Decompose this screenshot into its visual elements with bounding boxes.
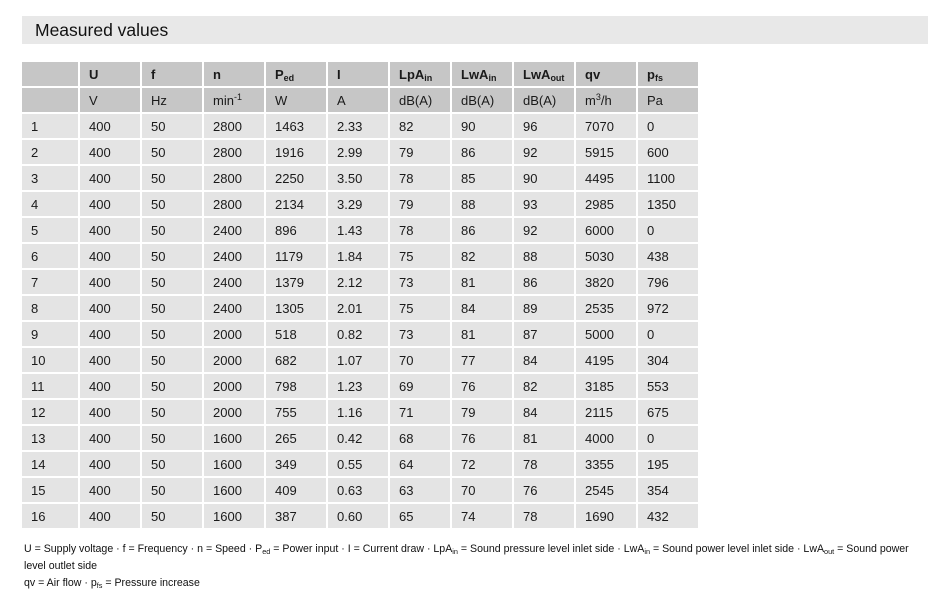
row-number-cell: 9 bbox=[22, 322, 78, 346]
table-cell-current-draw: 3.50 bbox=[328, 166, 388, 190]
table-cell-air-flow: 5030 bbox=[576, 244, 636, 268]
table-cell-frequency: 50 bbox=[142, 166, 202, 190]
table-row bbox=[22, 374, 698, 398]
page-title: Measured values bbox=[35, 19, 169, 40]
table-cell-speed: 2800 bbox=[204, 192, 264, 216]
unit-row bbox=[22, 88, 698, 112]
table-row bbox=[22, 348, 698, 372]
table-cell-power-input: 1916 bbox=[266, 140, 326, 164]
table-cell-current-draw: 2.01 bbox=[328, 296, 388, 320]
table-cell-current-draw: 1.23 bbox=[328, 374, 388, 398]
table-cell-lpa-inlet: 78 bbox=[390, 218, 450, 242]
table-cell-air-flow: 5000 bbox=[576, 322, 636, 346]
table-cell-pressure-increase: 354 bbox=[638, 478, 698, 502]
table-cell-lpa-inlet: 78 bbox=[390, 166, 450, 190]
table-cell-lwa-outlet: 90 bbox=[514, 166, 574, 190]
table-cell-power-input: 387 bbox=[266, 504, 326, 528]
table-cell-power-input: 265 bbox=[266, 426, 326, 450]
column-unit-supply-voltage: V bbox=[80, 88, 140, 112]
row-number-cell: 7 bbox=[22, 270, 78, 294]
table-cell-frequency: 50 bbox=[142, 244, 202, 268]
table-cell-lwa-outlet: 84 bbox=[514, 348, 574, 372]
column-unit-frequency: Hz bbox=[142, 88, 202, 112]
table-cell-pressure-increase: 0 bbox=[638, 218, 698, 242]
table-cell-frequency: 50 bbox=[142, 114, 202, 138]
table-cell-frequency: 50 bbox=[142, 140, 202, 164]
column-unit-row-number bbox=[22, 88, 78, 112]
table-cell-power-input: 798 bbox=[266, 374, 326, 398]
table-cell-lwa-inlet: 81 bbox=[452, 270, 512, 294]
table-row bbox=[22, 296, 698, 320]
row-number-cell: 14 bbox=[22, 452, 78, 476]
table-cell-lwa-inlet: 77 bbox=[452, 348, 512, 372]
footnote-line-2: qv = Air flow · $p_{fs}$ = Pressure increase bbox=[24, 577, 200, 591]
column-unit-speed: $\min^{-1}$ bbox=[204, 88, 264, 112]
column-header-speed: n bbox=[204, 62, 264, 86]
table-cell-lwa-inlet: 85 bbox=[452, 166, 512, 190]
column-header-air-flow: qv bbox=[576, 62, 636, 86]
table-cell-lwa-outlet: 84 bbox=[514, 400, 574, 424]
table-cell-lwa-inlet: 84 bbox=[452, 296, 512, 320]
table-cell-lpa-inlet: 79 bbox=[390, 192, 450, 216]
table-cell-power-input: 2134 bbox=[266, 192, 326, 216]
table-cell-lpa-inlet: 71 bbox=[390, 400, 450, 424]
table-cell-air-flow: 4000 bbox=[576, 426, 636, 450]
table-row bbox=[22, 270, 698, 294]
table-cell-lpa-inlet: 68 bbox=[390, 426, 450, 450]
table-cell-pressure-increase: 972 bbox=[638, 296, 698, 320]
table-cell-supply-voltage: 400 bbox=[80, 114, 140, 138]
footnote-line-1: U = Supply voltage · f = Frequency · n = Speed · $P_{ed}$ = Power input · I = Current draw · LpA$_{in}$ = Sound pressure level inlet side · LwA$_{in}$ = Sound power level inlet side · LwA$_{out}$ = Sound power level outlet side bbox=[24, 543, 909, 572]
table-cell-supply-voltage: 400 bbox=[80, 374, 140, 398]
table-cell-lwa-inlet: 79 bbox=[452, 400, 512, 424]
table-cell-frequency: 50 bbox=[142, 426, 202, 450]
table-cell-speed: 2400 bbox=[204, 244, 264, 268]
row-number-cell: 10 bbox=[22, 348, 78, 372]
table-cell-lwa-outlet: 76 bbox=[514, 478, 574, 502]
table-cell-speed: 2800 bbox=[204, 114, 264, 138]
table-cell-current-draw: 2.33 bbox=[328, 114, 388, 138]
table-cell-lpa-inlet: 73 bbox=[390, 270, 450, 294]
column-header-lwa-outlet: LwA$_{out}$ bbox=[514, 62, 574, 86]
table-cell-speed: 1600 bbox=[204, 426, 264, 450]
table-cell-lwa-inlet: 90 bbox=[452, 114, 512, 138]
row-number-cell: 5 bbox=[22, 218, 78, 242]
table-cell-power-input: 755 bbox=[266, 400, 326, 424]
table-cell-air-flow: 5915 bbox=[576, 140, 636, 164]
table-cell-air-flow: 2545 bbox=[576, 478, 636, 502]
table-row bbox=[22, 244, 698, 268]
table-cell-power-input: 1305 bbox=[266, 296, 326, 320]
table-cell-speed: 2400 bbox=[204, 218, 264, 242]
table-cell-lwa-outlet: 87 bbox=[514, 322, 574, 346]
column-header-current-draw: I bbox=[328, 62, 388, 86]
measured-values-table bbox=[20, 60, 700, 530]
table-cell-pressure-increase: 0 bbox=[638, 426, 698, 450]
column-unit-power-input: W bbox=[266, 88, 326, 112]
table-cell-lpa-inlet: 75 bbox=[390, 296, 450, 320]
column-header-supply-voltage: U bbox=[80, 62, 140, 86]
table-row bbox=[22, 452, 698, 476]
table-cell-lwa-inlet: 81 bbox=[452, 322, 512, 346]
table-cell-air-flow: 4495 bbox=[576, 166, 636, 190]
table-cell-lwa-outlet: 88 bbox=[514, 244, 574, 268]
table-cell-pressure-increase: 195 bbox=[638, 452, 698, 476]
table-cell-lwa-inlet: 72 bbox=[452, 452, 512, 476]
table-cell-current-draw: 2.12 bbox=[328, 270, 388, 294]
table-cell-power-input: 1463 bbox=[266, 114, 326, 138]
column-unit-lwa-outlet: dB(A) bbox=[514, 88, 574, 112]
row-number-cell: 2 bbox=[22, 140, 78, 164]
table-cell-frequency: 50 bbox=[142, 296, 202, 320]
table-cell-lpa-inlet: 82 bbox=[390, 114, 450, 138]
table-row bbox=[22, 114, 698, 138]
table-cell-frequency: 50 bbox=[142, 348, 202, 372]
table-cell-pressure-increase: 432 bbox=[638, 504, 698, 528]
table-cell-power-input: 349 bbox=[266, 452, 326, 476]
table-cell-lwa-outlet: 96 bbox=[514, 114, 574, 138]
column-unit-current-draw: A bbox=[328, 88, 388, 112]
column-header-row-number bbox=[22, 62, 78, 86]
table-cell-current-draw: 1.16 bbox=[328, 400, 388, 424]
table-cell-lwa-inlet: 88 bbox=[452, 192, 512, 216]
table-cell-power-input: 1179 bbox=[266, 244, 326, 268]
table-cell-supply-voltage: 400 bbox=[80, 504, 140, 528]
row-number-cell: 15 bbox=[22, 478, 78, 502]
column-unit-pressure-increase: Pa bbox=[638, 88, 698, 112]
table-cell-air-flow: 4195 bbox=[576, 348, 636, 372]
table-cell-lwa-outlet: 78 bbox=[514, 504, 574, 528]
table-cell-air-flow: 7070 bbox=[576, 114, 636, 138]
table-cell-air-flow: 3820 bbox=[576, 270, 636, 294]
table-cell-supply-voltage: 400 bbox=[80, 348, 140, 372]
table-cell-lpa-inlet: 75 bbox=[390, 244, 450, 268]
table-row bbox=[22, 166, 698, 190]
table-cell-lwa-inlet: 82 bbox=[452, 244, 512, 268]
table-row bbox=[22, 192, 698, 216]
table-row bbox=[22, 322, 698, 346]
table-cell-supply-voltage: 400 bbox=[80, 452, 140, 476]
table-cell-pressure-increase: 600 bbox=[638, 140, 698, 164]
table-cell-speed: 2000 bbox=[204, 400, 264, 424]
column-unit-lpa-inlet: dB(A) bbox=[390, 88, 450, 112]
table-cell-current-draw: 1.43 bbox=[328, 218, 388, 242]
table-cell-lwa-outlet: 82 bbox=[514, 374, 574, 398]
row-number-cell: 16 bbox=[22, 504, 78, 528]
table-row bbox=[22, 400, 698, 424]
table-cell-lwa-inlet: 86 bbox=[452, 140, 512, 164]
row-number-cell: 1 bbox=[22, 114, 78, 138]
table-head bbox=[22, 62, 698, 112]
table-cell-current-draw: 0.60 bbox=[328, 504, 388, 528]
column-header-lpa-inlet: LpA$_{in}$ bbox=[390, 62, 450, 86]
table-cell-air-flow: 1690 bbox=[576, 504, 636, 528]
table-cell-speed: 2000 bbox=[204, 322, 264, 346]
table-cell-frequency: 50 bbox=[142, 218, 202, 242]
table-cell-lpa-inlet: 64 bbox=[390, 452, 450, 476]
table-cell-lwa-outlet: 86 bbox=[514, 270, 574, 294]
table-cell-supply-voltage: 400 bbox=[80, 244, 140, 268]
table-cell-air-flow: 2985 bbox=[576, 192, 636, 216]
table-cell-pressure-increase: 1100 bbox=[638, 166, 698, 190]
table-cell-supply-voltage: 400 bbox=[80, 218, 140, 242]
table-cell-current-draw: 2.99 bbox=[328, 140, 388, 164]
table-cell-current-draw: 0.82 bbox=[328, 322, 388, 346]
table-row bbox=[22, 426, 698, 450]
table-cell-lwa-outlet: 92 bbox=[514, 140, 574, 164]
table-cell-frequency: 50 bbox=[142, 270, 202, 294]
table-cell-speed: 2000 bbox=[204, 374, 264, 398]
table-cell-speed: 1600 bbox=[204, 452, 264, 476]
table-cell-supply-voltage: 400 bbox=[80, 166, 140, 190]
table-cell-pressure-increase: 553 bbox=[638, 374, 698, 398]
table-cell-current-draw: 1.84 bbox=[328, 244, 388, 268]
footnote bbox=[24, 541, 922, 592]
table-cell-supply-voltage: 400 bbox=[80, 270, 140, 294]
table-cell-lpa-inlet: 73 bbox=[390, 322, 450, 346]
table-cell-power-input: 409 bbox=[266, 478, 326, 502]
header-row bbox=[22, 62, 698, 86]
table-cell-air-flow: 3355 bbox=[576, 452, 636, 476]
table-cell-air-flow: 6000 bbox=[576, 218, 636, 242]
table-cell-frequency: 50 bbox=[142, 452, 202, 476]
table-cell-speed: 2800 bbox=[204, 166, 264, 190]
table-row bbox=[22, 218, 698, 242]
table-cell-lwa-inlet: 76 bbox=[452, 426, 512, 450]
row-number-cell: 11 bbox=[22, 374, 78, 398]
table-body bbox=[22, 114, 698, 528]
table-cell-lwa-inlet: 86 bbox=[452, 218, 512, 242]
table-cell-supply-voltage: 400 bbox=[80, 400, 140, 424]
section-title-bar bbox=[22, 16, 928, 44]
table-cell-frequency: 50 bbox=[142, 192, 202, 216]
table-cell-supply-voltage: 400 bbox=[80, 478, 140, 502]
table-row bbox=[22, 504, 698, 528]
column-header-frequency: f bbox=[142, 62, 202, 86]
table-cell-lwa-inlet: 76 bbox=[452, 374, 512, 398]
column-unit-lwa-inlet: dB(A) bbox=[452, 88, 512, 112]
table-cell-supply-voltage: 400 bbox=[80, 296, 140, 320]
table-cell-current-draw: 0.42 bbox=[328, 426, 388, 450]
table-cell-frequency: 50 bbox=[142, 478, 202, 502]
table-cell-lwa-outlet: 81 bbox=[514, 426, 574, 450]
table-cell-lpa-inlet: 65 bbox=[390, 504, 450, 528]
table-cell-pressure-increase: 796 bbox=[638, 270, 698, 294]
table-cell-pressure-increase: 304 bbox=[638, 348, 698, 372]
table-cell-speed: 1600 bbox=[204, 504, 264, 528]
row-number-cell: 8 bbox=[22, 296, 78, 320]
column-header-pressure-increase: $p_{fs}$ bbox=[638, 62, 698, 86]
table-cell-air-flow: 2115 bbox=[576, 400, 636, 424]
column-header-power-input: $P_{ed}$ bbox=[266, 62, 326, 86]
table-row bbox=[22, 140, 698, 164]
table-cell-power-input: 896 bbox=[266, 218, 326, 242]
table-cell-lpa-inlet: 69 bbox=[390, 374, 450, 398]
column-unit-air-flow: $m^3/h$ bbox=[576, 88, 636, 112]
table-cell-current-draw: 0.63 bbox=[328, 478, 388, 502]
table-cell-speed: 1600 bbox=[204, 478, 264, 502]
table-cell-lwa-inlet: 74 bbox=[452, 504, 512, 528]
table-cell-lwa-outlet: 78 bbox=[514, 452, 574, 476]
table-cell-frequency: 50 bbox=[142, 374, 202, 398]
table-cell-speed: 2000 bbox=[204, 348, 264, 372]
table-cell-pressure-increase: 675 bbox=[638, 400, 698, 424]
table-cell-lwa-outlet: 92 bbox=[514, 218, 574, 242]
table-cell-lpa-inlet: 79 bbox=[390, 140, 450, 164]
table-cell-frequency: 50 bbox=[142, 400, 202, 424]
table-cell-supply-voltage: 400 bbox=[80, 426, 140, 450]
table-cell-current-draw: 0.55 bbox=[328, 452, 388, 476]
table-cell-pressure-increase: 0 bbox=[638, 322, 698, 346]
table-cell-supply-voltage: 400 bbox=[80, 192, 140, 216]
table-row bbox=[22, 478, 698, 502]
table-cell-speed: 2800 bbox=[204, 140, 264, 164]
table-cell-speed: 2400 bbox=[204, 270, 264, 294]
table-cell-speed: 2400 bbox=[204, 296, 264, 320]
table-cell-lwa-outlet: 93 bbox=[514, 192, 574, 216]
table-cell-lpa-inlet: 63 bbox=[390, 478, 450, 502]
table-cell-supply-voltage: 400 bbox=[80, 140, 140, 164]
table-cell-current-draw: 1.07 bbox=[328, 348, 388, 372]
table-cell-pressure-increase: 438 bbox=[638, 244, 698, 268]
column-header-lwa-inlet: LwA$_{in}$ bbox=[452, 62, 512, 86]
row-number-cell: 6 bbox=[22, 244, 78, 268]
table-cell-lwa-inlet: 70 bbox=[452, 478, 512, 502]
table-cell-air-flow: 3185 bbox=[576, 374, 636, 398]
row-number-cell: 3 bbox=[22, 166, 78, 190]
table-cell-power-input: 2250 bbox=[266, 166, 326, 190]
table-cell-power-input: 682 bbox=[266, 348, 326, 372]
table-cell-frequency: 50 bbox=[142, 322, 202, 346]
table-cell-power-input: 518 bbox=[266, 322, 326, 346]
row-number-cell: 4 bbox=[22, 192, 78, 216]
table-cell-supply-voltage: 400 bbox=[80, 322, 140, 346]
table-cell-power-input: 1379 bbox=[266, 270, 326, 294]
row-number-cell: 13 bbox=[22, 426, 78, 450]
row-number-cell: 12 bbox=[22, 400, 78, 424]
table-cell-air-flow: 2535 bbox=[576, 296, 636, 320]
table-cell-lwa-outlet: 89 bbox=[514, 296, 574, 320]
table-cell-pressure-increase: 0 bbox=[638, 114, 698, 138]
table-cell-frequency: 50 bbox=[142, 504, 202, 528]
table-cell-pressure-increase: 1350 bbox=[638, 192, 698, 216]
table-cell-current-draw: 3.29 bbox=[328, 192, 388, 216]
table-cell-lpa-inlet: 70 bbox=[390, 348, 450, 372]
